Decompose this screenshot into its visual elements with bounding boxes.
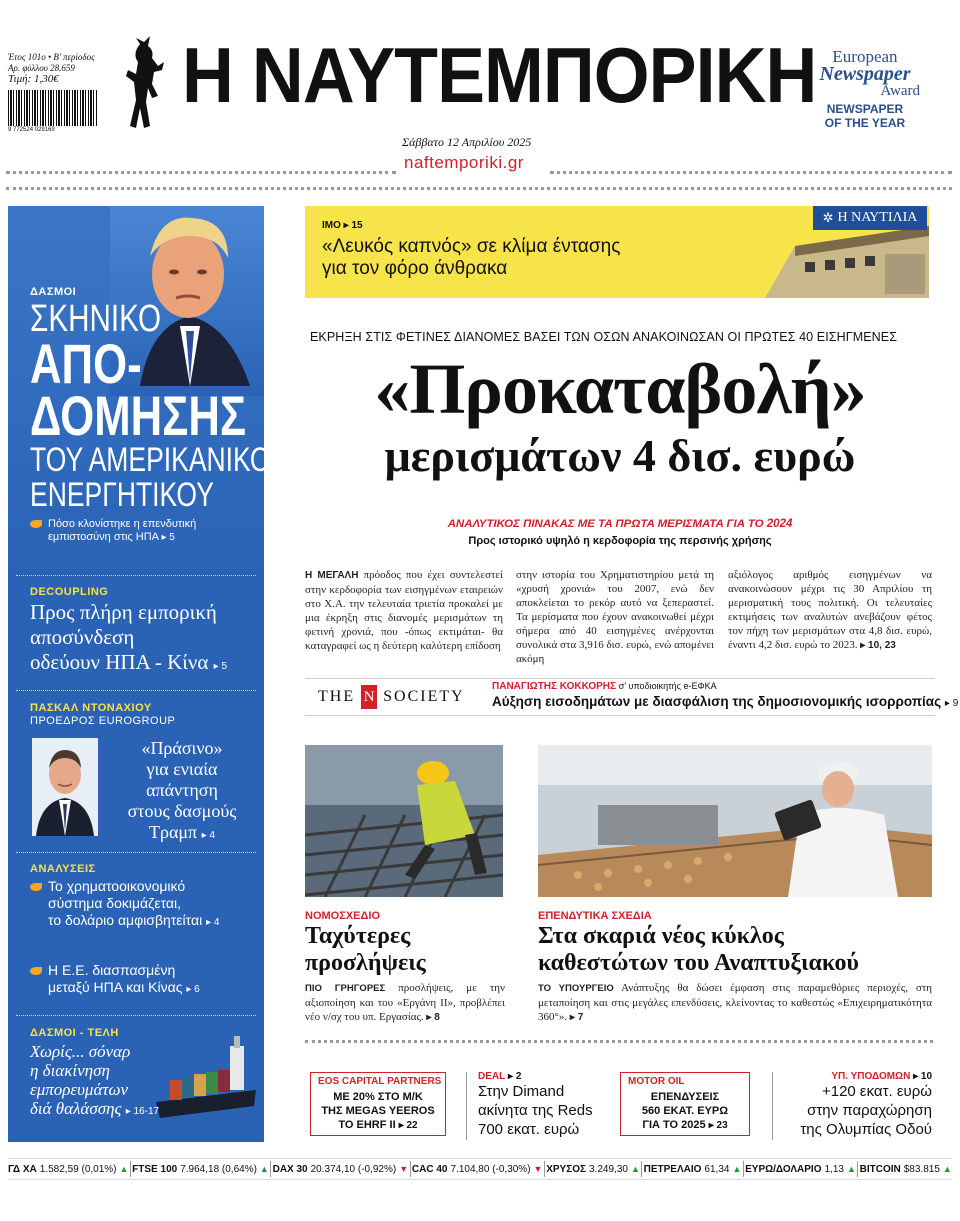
headline-line: ΑΠΟ-: [30, 332, 142, 395]
lead-column-1: [305, 568, 503, 653]
lead-sidebar-headline[interactable]: [30, 298, 288, 514]
ticker-separator: [270, 1161, 271, 1177]
page-ref: ▸ 7: [569, 1012, 584, 1023]
brief-line: ΓΙΑ ΤΟ 2025: [642, 1119, 706, 1131]
story-line: μεταξύ ΗΠΑ και Κίνας: [48, 979, 183, 995]
page-ref: ▸ 6: [186, 984, 200, 995]
society-author: [492, 681, 717, 692]
section-divider: [305, 1040, 933, 1043]
section-label: ΔΑΣΜΟΙ: [30, 286, 77, 298]
website-link[interactable]: naftemporiki.gr: [404, 153, 524, 172]
ticker-value: 7.964,18 (0,64%): [180, 1163, 257, 1175]
headline-line: ΔΟΜΗΣΗΣ: [30, 384, 247, 447]
ticker-separator: [410, 1161, 411, 1177]
issue-date: Σάββατο 12 Απριλίου 2025: [402, 135, 532, 149]
lead-text: αξιόλογος αριθμός εισηγμένων να ανακοινώσουν μέχρι τις 30 Απριλίου τη μερισματική τους πολιτική. Οι τελευταίες εκτιμήσεις των αναλυτών ανεβάζουν φέτος τον πήχη των μερισμάτων στα 4,8 δισ. ευρώ, έναντι 4,2 δισ. ευρώ το 2023.: [728, 569, 932, 651]
section-label: ΑΝΑΛΥΣΕΙΣ: [30, 863, 96, 875]
ticker-name: ΠΕΤΡΕΛΑΙΟ: [643, 1163, 702, 1175]
story-line: η διακίνηση: [30, 1061, 110, 1080]
ticker-item: [8, 1164, 128, 1175]
brief-line: ΜΕ 20% ΣΤΟ Μ/Κ: [333, 1091, 423, 1103]
ticker-item: [644, 1164, 742, 1175]
brief-label: MOTOR OIL: [628, 1076, 685, 1087]
section-label: ΠΑΣΚΑΛ ΝΤΟΝΑΧΙΟΥ: [30, 702, 152, 714]
brief-infrastructure[interactable]: [782, 1071, 932, 1139]
headline-line: προσλήψεις: [305, 950, 426, 976]
ship-wheel-icon: ✲: [822, 210, 834, 225]
page-ref: ▸ 9: [944, 698, 959, 709]
ticker-value: 3.249,30: [589, 1163, 628, 1175]
sidebar-divider: [16, 852, 256, 853]
masthead-divider: [550, 171, 952, 174]
decoupling-story[interactable]: [30, 600, 260, 679]
story-line: στους δασμούς: [127, 801, 237, 821]
story-line: σύστημα δοκιμάζεται,: [48, 895, 181, 911]
barcode-number: 9 772524 029169: [8, 127, 55, 133]
ticker-item: [412, 1164, 543, 1175]
ticker-name: ΧΡΥΣΟΣ: [546, 1163, 587, 1175]
analysis-story-a[interactable]: [30, 878, 260, 931]
page-ref: ▸ 5: [161, 532, 175, 543]
headline-line: «Λευκός καπνός» σε κλίμα έντασης: [322, 236, 621, 257]
story-line: απάντηση: [146, 780, 218, 800]
ticker-name: DAX 30: [272, 1163, 308, 1175]
lead-initial: ΠΙΟ ΓΡΗΓΟΡΕΣ: [305, 983, 386, 994]
headline-main: «Προκαταβολή»: [374, 349, 866, 429]
naftilia-ref: IMO ▸ 15: [322, 220, 363, 231]
arrow-down-icon: ▼: [399, 1164, 409, 1174]
logo-text: THE: [318, 688, 356, 705]
arrow-down-icon: ▼: [533, 1164, 543, 1174]
lead-initial: Η ΜΕΓΑΛΗ: [305, 570, 359, 581]
ticker-separator: [641, 1161, 642, 1177]
story-line: διά θαλάσσης: [30, 1099, 122, 1118]
lead-sub-red: ΑΝΑΛΥΤΙΚΟΣ ΠΙΝΑΚΑΣ ΜΕ ΤΑ ΠΡΩΤΑ ΜΕΡΙΣΜΑΤΑ ΓΙΑ ΤΟ 2024: [447, 518, 793, 530]
market-ticker: [8, 1158, 952, 1180]
ticker-item: [132, 1164, 269, 1175]
story-line: Το χρηματοοικονομικό: [48, 878, 186, 894]
brief-line: 700 εκατ. ευρώ: [478, 1121, 580, 1138]
issue-line: Έτος 101ο • Β' περίοδος: [8, 52, 95, 62]
headline-line: ΤΟΥ ΑΜΕΡΙΚΑΝΙΚΟΥ: [30, 441, 288, 479]
brief-line: 560 ΕΚΑΤ. ΕΥΡΩ: [641, 1105, 729, 1117]
brief-line: Στην Dimand: [478, 1083, 565, 1100]
ticker-value: 61,34: [704, 1163, 730, 1175]
page-ref: ▸ 4: [206, 917, 220, 928]
award-line: NEWSPAPER: [826, 102, 904, 116]
story-line: «Πράσινο»: [141, 738, 223, 758]
ticker-name: FTSE 100: [132, 1163, 178, 1175]
ticker-item: [860, 1164, 952, 1175]
award-name: Newspaper: [819, 63, 911, 85]
story-left-text: [305, 981, 505, 1025]
lead-headline[interactable]: [300, 348, 940, 482]
brief-line: στην παραχώρηση: [807, 1102, 932, 1119]
page-ref: ▸ 5: [213, 661, 228, 672]
naftilia-badge[interactable]: [813, 206, 927, 230]
eurogroup-story[interactable]: [104, 738, 260, 846]
story-right-text: [538, 981, 932, 1025]
hermes-logo-icon: [118, 36, 168, 132]
author-role: σ' υποδιοικητής e-ΕΦΚΑ: [618, 681, 717, 691]
award-line: Award: [880, 83, 920, 99]
ticker-separator: [743, 1161, 744, 1177]
sub-text: Πόσο κλονίστηκε η επενδυτική: [48, 518, 197, 530]
lead-sub-black: Προς ιστορικό υψηλό η κερδοφορία της περσινής χρήσης: [468, 535, 772, 547]
section-label: ΔΑΣΜΟΙ - ΤΕΛΗ: [30, 1027, 119, 1039]
page-ref: ▸ 23: [708, 1120, 728, 1131]
logo-text: SOCIETY: [383, 688, 465, 705]
ticker-item: [546, 1164, 640, 1175]
society-logo: [318, 685, 465, 709]
naftilia-badge-label: Η ΝΑΥΤΙΛΙΑ: [837, 210, 918, 225]
award-block: [800, 48, 930, 130]
story-line: για ενιαία: [146, 759, 218, 779]
headline-line: Ταχύτερες: [305, 923, 411, 949]
sidebar-subheadline[interactable]: [30, 518, 260, 544]
award-line: OF THE YEAR: [824, 116, 906, 130]
shipping-story[interactable]: [30, 1042, 170, 1121]
brief-eos-text: [312, 1090, 444, 1133]
page-ref: ▸ 4: [201, 830, 215, 841]
brief-line: της Ολυμπίας Οδού: [800, 1121, 932, 1138]
story-line: Χωρίς... σόναρ: [30, 1042, 131, 1061]
ticker-value: 20.374,10 (-0,92%): [310, 1163, 397, 1175]
bullet-icon: [30, 967, 42, 975]
ticker-name: BITCOIN: [859, 1163, 901, 1175]
section-label: ΕΠΕΝΔΥΤΙΚΑ ΣΧΕΔΙΑ: [538, 910, 652, 922]
naftilia-headline[interactable]: [322, 236, 620, 280]
masthead-divider: [6, 187, 952, 190]
sub-text: εμπιστοσύνη στις ΗΠΑ: [48, 531, 159, 543]
sidebar-divider: [16, 575, 256, 576]
brief-line: ακίνητα της Reds: [478, 1102, 593, 1119]
construction-worker-photo: [305, 745, 503, 897]
factory-worker-photo: [538, 745, 932, 897]
arrow-up-icon: ▲: [259, 1164, 269, 1174]
brief-line: ΤΗΣ MEGAS YEEROS: [321, 1105, 435, 1117]
headline-line: ΕΝΕΡΓΗΤΙΚΟΥ: [30, 476, 214, 514]
brief-label: EOS CAPITAL PARTNERS: [318, 1076, 442, 1087]
headline-line: ΣΚΗΝΙΚΟ: [30, 298, 162, 340]
analysis-story-b[interactable]: [30, 962, 260, 998]
headline-text: Αύξηση εισοδημάτων με διασφάλιση της δημοσιονομικής ισορροπίας: [492, 694, 942, 709]
lead-initial: ΤΟ ΥΠΟΥΡΓΕΙΟ: [538, 983, 614, 994]
headline-line: για τον φόρο άνθρακα: [322, 258, 508, 279]
arrow-up-icon: ▲: [942, 1164, 952, 1174]
barcode: [8, 90, 98, 126]
ticker-item: [745, 1164, 856, 1175]
brief-label: DEAL: [478, 1071, 506, 1082]
ticker-item: [273, 1164, 409, 1175]
sidebar-divider: [16, 690, 256, 691]
story-text: προσλήψεις, με την αξιοποίηση και του «Εργάνη ΙΙ», προβλέπει νέο ν/σχ του υπ. Εργασίας.: [305, 982, 505, 1023]
ticker-name: CAC 40: [411, 1163, 448, 1175]
ticker-value: 1.582,59 (0,01%): [39, 1163, 117, 1175]
story-line: Προς πλήρη εμπορική: [30, 600, 217, 624]
story-line: οδεύουν ΗΠΑ - Κίνα: [30, 650, 209, 674]
brief-motor-text: [622, 1090, 748, 1133]
page-ref: ▸ 22: [398, 1120, 418, 1131]
section-label: DECOUPLING: [30, 586, 109, 598]
arrow-up-icon: ▲: [119, 1164, 129, 1174]
story-line: αποσύνδεση: [30, 625, 135, 649]
ticker-value: 1,13: [824, 1163, 844, 1175]
society-headline: [492, 694, 958, 709]
ticker-separator: [857, 1161, 858, 1177]
ticker-value: $83.815: [903, 1163, 940, 1175]
logo-n: N: [361, 685, 377, 709]
page-ref: ▸ 8: [426, 1012, 440, 1023]
page-ref: ▸ 10, 23: [860, 640, 896, 651]
story-line: Τραμπ: [148, 822, 198, 842]
story-text: Ανάπτυξης θα δώσει έμφαση στις παραμεθόριες περιοχές, στη μεταποίηση και στις μεγάλες επενδύσεις, κλείνοντας το καθεστώς «Επιχειρηματικότητα 360°».: [538, 982, 932, 1023]
headline-line: Στα σκαριά νέος κύκλος: [538, 923, 784, 949]
author-name: ΠΑΝΑΓΙΩΤΗΣ ΚΟΚΚΟΡΗΣ: [492, 681, 616, 692]
bullet-icon: [30, 520, 42, 528]
section-label: ΝΟΜΟΣΧΕΔΙΟ: [305, 910, 381, 922]
masthead-divider: [6, 171, 396, 174]
brief-line: ΕΠΕΝΔΥΣΕΙΣ: [650, 1091, 720, 1103]
arrow-up-icon: ▲: [732, 1164, 742, 1174]
brief-divider: [466, 1072, 467, 1140]
brief-label: ΥΠ. ΥΠΟΔΟΜΩΝ: [831, 1071, 911, 1082]
story-line: εμπορευμάτων: [30, 1080, 128, 1099]
story-left-headline[interactable]: [305, 923, 426, 977]
brief-line: +120 εκατ. ευρώ: [821, 1083, 932, 1100]
lead-kicker: ΕΚΡΗΞΗ ΣΤΙΣ ΦΕΤΙΝΕΣ ΔΙΑΝΟΜΕΣ ΒΑΣΕΙ ΤΩΝ ΟΣΩΝ ΑΝΑΚΟΙΝΩΣΑΝ ΟΙ ΠΡΩΤΕΣ 40 ΕΙΣΗΓΜΕΝΕΣ: [310, 330, 898, 344]
lead-column-3: [728, 568, 932, 653]
award-line: European: [832, 47, 898, 66]
story-line: Η Ε.Ε. διασπασμένη: [48, 962, 176, 978]
price: Τιμή: 1,30€: [8, 73, 59, 85]
dijsselbloem-photo: [32, 738, 98, 836]
arrow-up-icon: ▲: [846, 1164, 856, 1174]
ticker-separator: [544, 1161, 545, 1177]
brief-divider: [772, 1072, 773, 1140]
ticker-separator: [130, 1161, 131, 1177]
lead-text: πρόοδος που έχει συντελεστεί στην κερδοφορία των εισηγμένων εταιρειών στο Χ.Α. την τελευταία τριετία προκαλεί με μια έκρηξη στις διανομές μερισμάτων τη φετινή χρονιά, που -όπως εκτιμάται- θα καταγραφεί ως η δεύτερη καλύτερη επίδοση: [305, 569, 504, 652]
masthead-title: Η ΝΑΥΤΕΜΠΟΡΙΚΗ: [182, 31, 817, 119]
headline-secondary: μερισμάτων 4 δισ. ευρώ: [384, 430, 856, 481]
section-label: ΠΡΟΕΔΡΟΣ EUROGROUP: [30, 715, 176, 727]
headline-line: καθεστώτων του Αναπτυξιακού: [538, 950, 859, 976]
page-ref: ▸ 2: [508, 1071, 522, 1082]
ticker-name: ΕΥΡΩ/ΔΟΛΑΡΙΟ: [745, 1163, 822, 1175]
page-ref: ▸ 16-17: [125, 1106, 160, 1117]
bullet-icon: [30, 883, 42, 891]
ticker-value: 7.104,80 (-0,30%): [450, 1163, 531, 1175]
issue-number: Αρ. φύλλου 28.659: [8, 63, 75, 73]
story-right-headline[interactable]: [538, 923, 859, 977]
arrow-up-icon: ▲: [630, 1164, 640, 1174]
brief-line: ΤΟ EHRF II: [338, 1119, 396, 1131]
story-line: το δολάριο αμφισβητείται: [48, 912, 203, 928]
page-ref: ▸ 10: [913, 1071, 932, 1082]
lead-text: στην ιστορία του Χρηματιστηρίου μετά τη «χρυσή χρονιά» του 2007, ενώ δεν αποκλείεται το ρεκόρ αυτό να ξεπεραστεί. Τα μερίσματα που έχουν ανακοινωθεί μέχρι σήμερα από 40 εισηγμένες ανέρχονται συνολικά στα 3,916 δισ. ευρώ, ενώ απομένει ακόμη: [516, 569, 714, 665]
brief-deal[interactable]: [478, 1071, 608, 1139]
issue-info: [8, 52, 108, 85]
lead-column-2: [516, 568, 714, 666]
ticker-name: ΓΔ ΧΑ: [8, 1163, 37, 1175]
